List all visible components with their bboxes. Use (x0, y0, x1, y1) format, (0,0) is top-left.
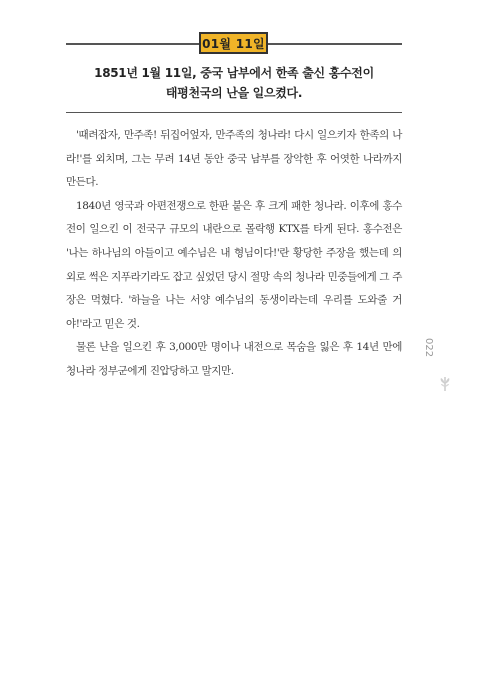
paragraph-2: 1840년 영국과 아편전쟁으로 한판 붙은 후 크게 패한 청나라. 이후에 홍수전이 일으킨 이 전국구 규모의 내란으로 몰락행 KTX를 타게 된다. 홍수전은 '나는 하나님의 아들이고 예수님은 내 형님이다!'란 황당한 주장을 했는데 의외로 썩은 지푸라기라도 잡고 싶었던 당시 절망 속의 청나라 민중들에게 그 주장은 먹혔다. '하늘을 나는 서양 예수님의 동생이라는데 우리를 도와줄 거야!'라고 믿은 것. (66, 199, 402, 330)
paragraph-1: '때려잡자, 만주족! 뒤집어엎자, 만주족의 청나라! 다시 일으키자 한족의 나라!'를 외치며, 그는 무려 14년 동안 중국 남부를 장악한 후 어엿한 나라까지 만든다. (66, 129, 402, 189)
headline (66, 63, 402, 103)
headline-line-2: 태평천국의 난을 일으켰다. (165, 86, 303, 100)
article-body (66, 124, 402, 384)
date-badge: 01월 11일 (199, 32, 268, 54)
headline-rule (66, 112, 402, 113)
page-number: 022 (423, 338, 434, 358)
fleuron-icon (438, 376, 452, 392)
paragraph-3: 물론 난을 일으킨 후 3,000만 명이나 내전으로 목숨을 잃은 후 14년 만에 청나라 정부군에게 진압당하고 말지만. (66, 341, 402, 377)
headline-line-1: 1851년 1월 11일, 중국 남부에서 한족 출신 홍수전이 (94, 66, 374, 80)
